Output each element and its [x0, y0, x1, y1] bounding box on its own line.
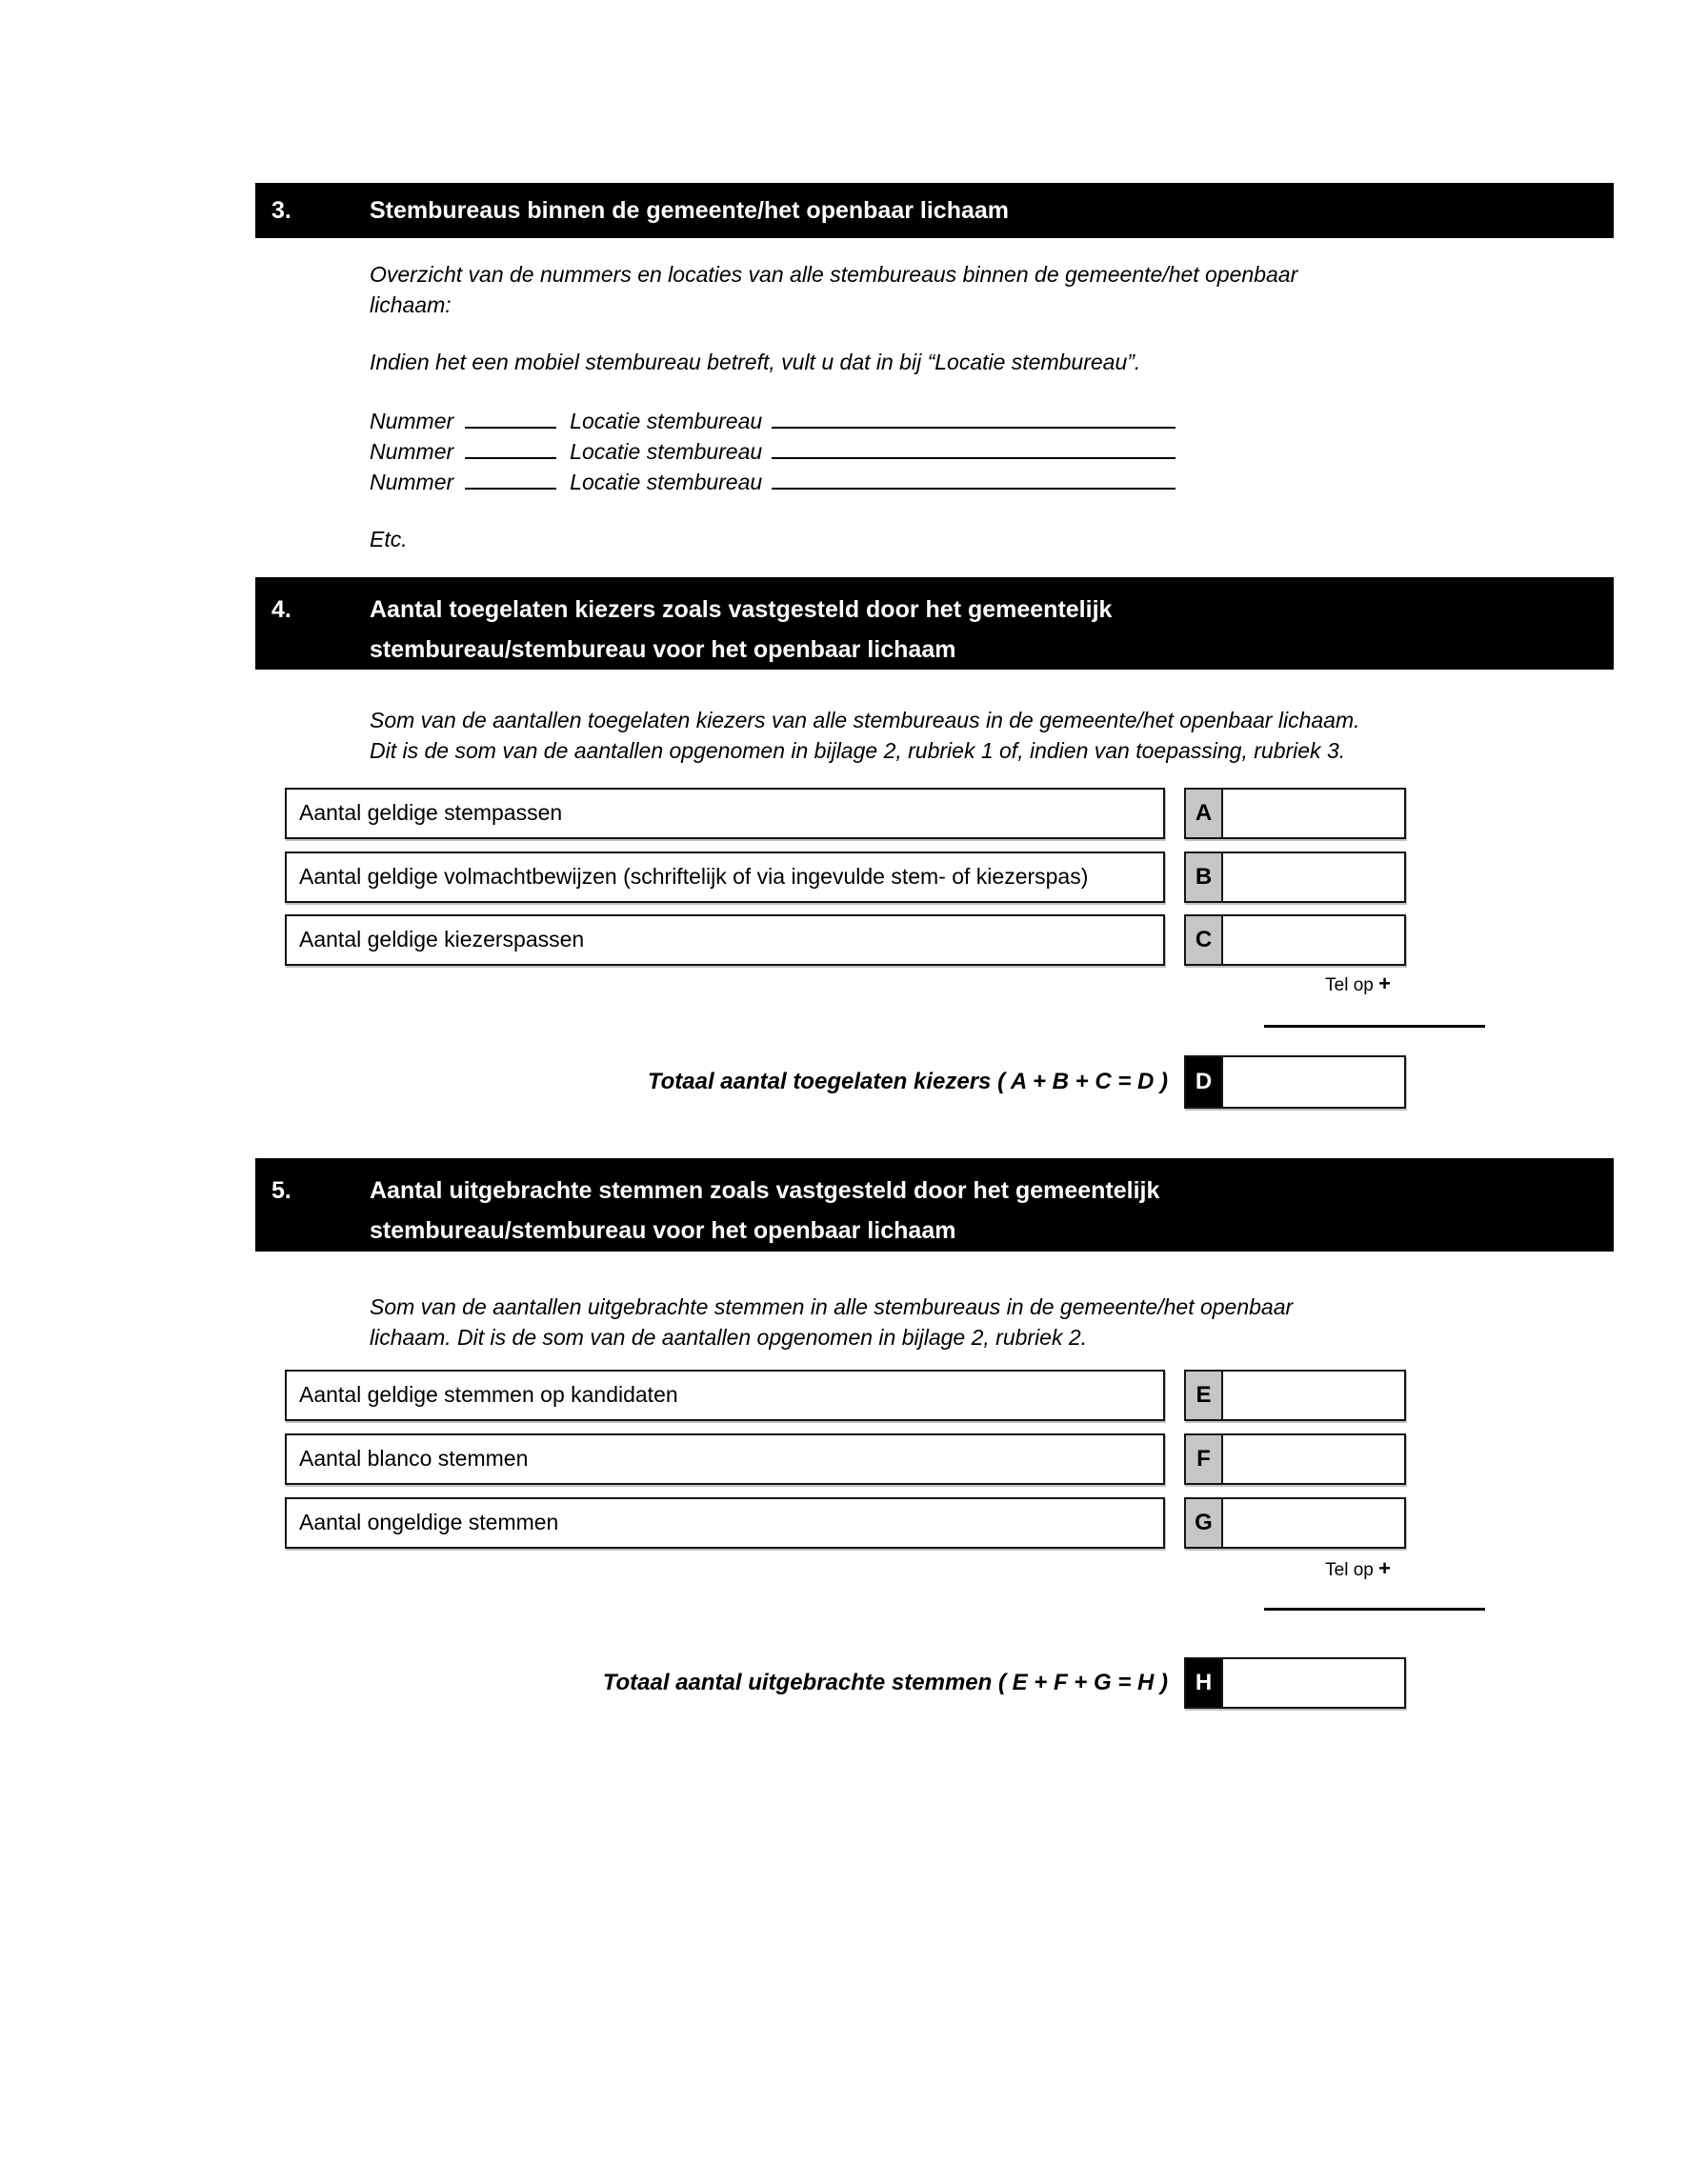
locatie-label: Locatie stembureau [570, 409, 763, 433]
section-3-header [255, 183, 1614, 238]
locatie-field[interactable] [772, 425, 1176, 429]
mobile-stembureau-note: Indien het een mobiel stembureau betreft, vult u dat in bij “Locatie stembureau”. [370, 350, 1141, 374]
sum-line [1264, 1025, 1485, 1028]
title-line: Aantal uitgebrachte stemmen zoals vastgesteld door het gemeentelijk [370, 1177, 1160, 1204]
nummer-row [370, 467, 1176, 497]
value-field-f[interactable] [1223, 1435, 1404, 1483]
plus-sign: + [1378, 972, 1391, 995]
letter-cell-c: C [1186, 916, 1223, 964]
locatie-field[interactable] [772, 486, 1176, 490]
intro-line: lichaam. Dit is de som van de aantallen opgenomen in bijlage 2, rubriek 2. [370, 1325, 1088, 1350]
value-field-a[interactable] [1223, 790, 1404, 837]
title-line: stembureau/stembureau voor het openbaar lichaam [370, 636, 956, 663]
letter-cell-b: B [1186, 853, 1223, 901]
intro-line: Som van de aantallen toegelaten kiezers van alle stembureaus in de gemeente/het openbaar lichaam. [370, 708, 1360, 732]
section-4-intro [370, 705, 1360, 766]
letter-cell-h: H [1186, 1659, 1223, 1707]
letter-cell-e: E [1186, 1372, 1223, 1419]
section-4-title [370, 590, 1112, 670]
title-line: stembureau/stembureau voor het openbaar lichaam [370, 1217, 956, 1244]
intro-line: Som van de aantallen uitgebrachte stemmen in alle stembureaus in de gemeente/het openbaar [370, 1294, 1294, 1319]
count-box-e [1184, 1370, 1406, 1421]
nummer-label: Nummer [370, 409, 454, 433]
letter-cell-f: F [1186, 1435, 1223, 1483]
value-field-d[interactable] [1223, 1057, 1404, 1107]
section-5-intro [370, 1292, 1293, 1352]
letter-cell-g: G [1186, 1499, 1223, 1547]
tel-op-label [1219, 1558, 1391, 1581]
nummer-label: Nummer [370, 439, 454, 464]
nummer-field[interactable] [465, 425, 556, 429]
tel-op-label [1219, 973, 1391, 996]
item-label-box-c: Aantal geldige kiezerspassen [285, 914, 1165, 966]
section-3-number: 3. [271, 197, 291, 224]
locatie-field[interactable] [772, 455, 1176, 459]
total-box-d [1184, 1055, 1406, 1109]
value-field-e[interactable] [1223, 1372, 1404, 1419]
locatie-label: Locatie stembureau [570, 470, 763, 494]
item-label-box-e: Aantal geldige stemmen op kandidaten [285, 1370, 1165, 1421]
intro-line: Overzicht van de nummers en locaties van alle stembureaus binnen de gemeente/het openbaar [370, 262, 1298, 287]
item-label-box-g: Aantal ongeldige stemmen [285, 1497, 1165, 1549]
section-4-number: 4. [271, 596, 291, 623]
nummer-field[interactable] [465, 455, 556, 459]
count-box-a [1184, 788, 1406, 839]
item-label-box-b: Aantal geldige volmachtbewijzen (schriftelijk of via ingevulde stem- of kiezerspas) [285, 852, 1165, 903]
nummer-row [370, 406, 1176, 436]
letter-cell-a: A [1186, 790, 1223, 837]
tel-op-text: Tel op [1325, 1560, 1374, 1580]
section-5-number: 5. [271, 1177, 291, 1204]
value-field-c[interactable] [1223, 916, 1404, 964]
item-label-box-a: Aantal geldige stempassen [285, 788, 1165, 839]
section-5-title [370, 1171, 1159, 1251]
sum-line [1264, 1608, 1485, 1611]
value-field-h[interactable] [1223, 1659, 1404, 1707]
intro-line: Dit is de som van de aantallen opgenomen in bijlage 2, rubriek 1 of, indien van toepassing, rubriek 3. [370, 738, 1346, 763]
count-box-b [1184, 852, 1406, 903]
count-box-g [1184, 1497, 1406, 1549]
section-5-header [255, 1158, 1614, 1252]
nummer-label: Nummer [370, 470, 454, 494]
letter-cell-d: D [1186, 1057, 1223, 1107]
title-line: Aantal toegelaten kiezers zoals vastgesteld door het gemeentelijk [370, 596, 1113, 623]
total-toegelaten-label: Totaal aantal toegelaten kiezers ( A + B + C = D ) [647, 1069, 1168, 1094]
count-box-c [1184, 914, 1406, 966]
section-4-header [255, 577, 1614, 670]
item-label-box-f: Aantal blanco stemmen [285, 1433, 1165, 1485]
tel-op-text: Tel op [1325, 975, 1374, 995]
locatie-label: Locatie stembureau [570, 439, 763, 464]
nummer-row [370, 436, 1176, 467]
count-box-f [1184, 1433, 1406, 1485]
total-box-h [1184, 1657, 1406, 1709]
value-field-g[interactable] [1223, 1499, 1404, 1547]
nummer-field[interactable] [465, 486, 556, 490]
section-3-intro [370, 259, 1297, 320]
value-field-b[interactable] [1223, 853, 1404, 901]
section-3-title: Stembureaus binnen de gemeente/het openbaar lichaam [370, 197, 1010, 224]
stembureau-list [370, 406, 1176, 497]
plus-sign: + [1378, 1556, 1391, 1580]
intro-line: lichaam: [370, 292, 452, 317]
etc-label: Etc. [370, 527, 408, 551]
total-uitgebracht-label: Totaal aantal uitgebrachte stemmen ( E + F + G = H ) [602, 1670, 1168, 1695]
